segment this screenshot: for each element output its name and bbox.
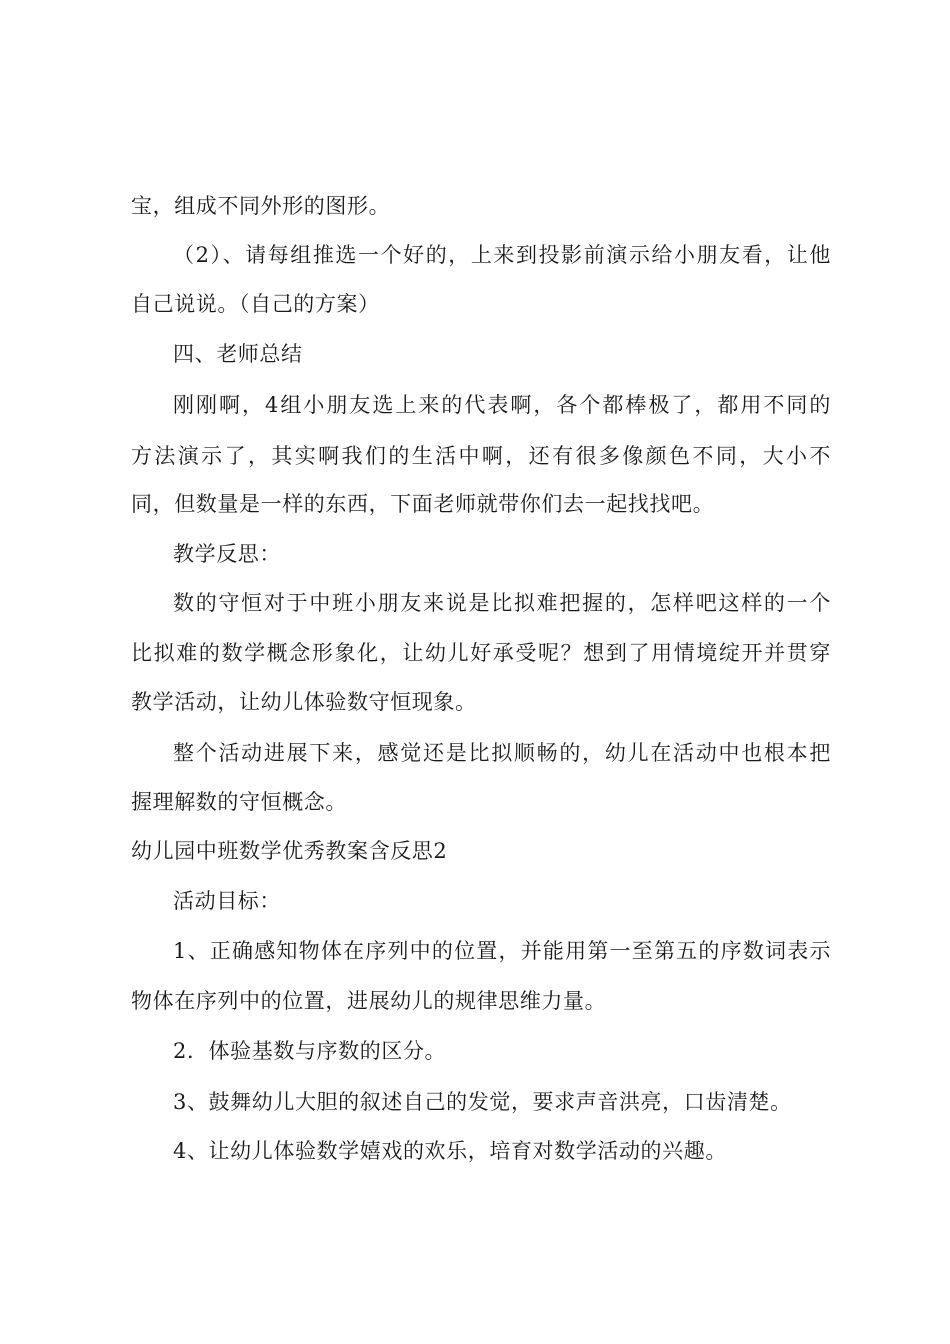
document-title: 幼儿园中班数学优秀教案含反思2	[131, 839, 448, 863]
text-line: 握理解数的守恒概念。	[131, 790, 347, 814]
text-line: 方法演示了，其实啊我们的生活中啊，还有很多像颜色不同，大小不	[131, 444, 831, 468]
text-line: 整个活动进展下来，感觉还是比拟顺畅的，幼儿在活动中也根本把	[173, 741, 831, 765]
section-heading: 四、老师总结	[173, 342, 303, 366]
list-item: 3、鼓舞幼儿大胆的叙述自己的发觉，要求声音洪亮，口齿清楚。	[173, 1090, 792, 1114]
text-line: 教学活动，让幼儿体验数守恒现象。	[131, 690, 477, 714]
section-heading: 教学反思：	[173, 542, 281, 566]
text-line: 自己说说。（自己的方案）	[131, 292, 380, 316]
text-line: （2）、请每组推选一个好的，上来到投影前演示给小朋友看，让他	[173, 243, 831, 267]
text-line: 比拟难的数学概念形象化，让幼儿好承受呢？想到了用情境绽开并贯穿	[131, 641, 831, 665]
text-line: 宝，组成不同外形的图形。	[131, 194, 391, 218]
text-line: 同，但数量是一样的东西，下面老师就带你们去一起找找吧。	[131, 492, 715, 516]
text-line: 数的守恒对于中班小朋友来说是比拟难把握的，怎样吧这样的一个	[173, 591, 831, 615]
list-item: 2．体验基数与序数的区分。	[173, 1039, 447, 1063]
list-item: 4、让幼儿体验数学嬉戏的欢乐，培育对数学活动的兴趣。	[173, 1139, 727, 1163]
section-heading: 活动目标：	[173, 889, 281, 913]
text-line: 刚刚啊，4组小朋友选上来的代表啊，各个都棒极了，都用不同的	[173, 393, 831, 417]
text-line: 物体在序列中的位置，进展幼儿的规律思维力量。	[131, 989, 607, 1013]
list-item: 1、正确感知物体在序列中的位置，并能用第一至第五的序数词表示	[173, 939, 831, 963]
